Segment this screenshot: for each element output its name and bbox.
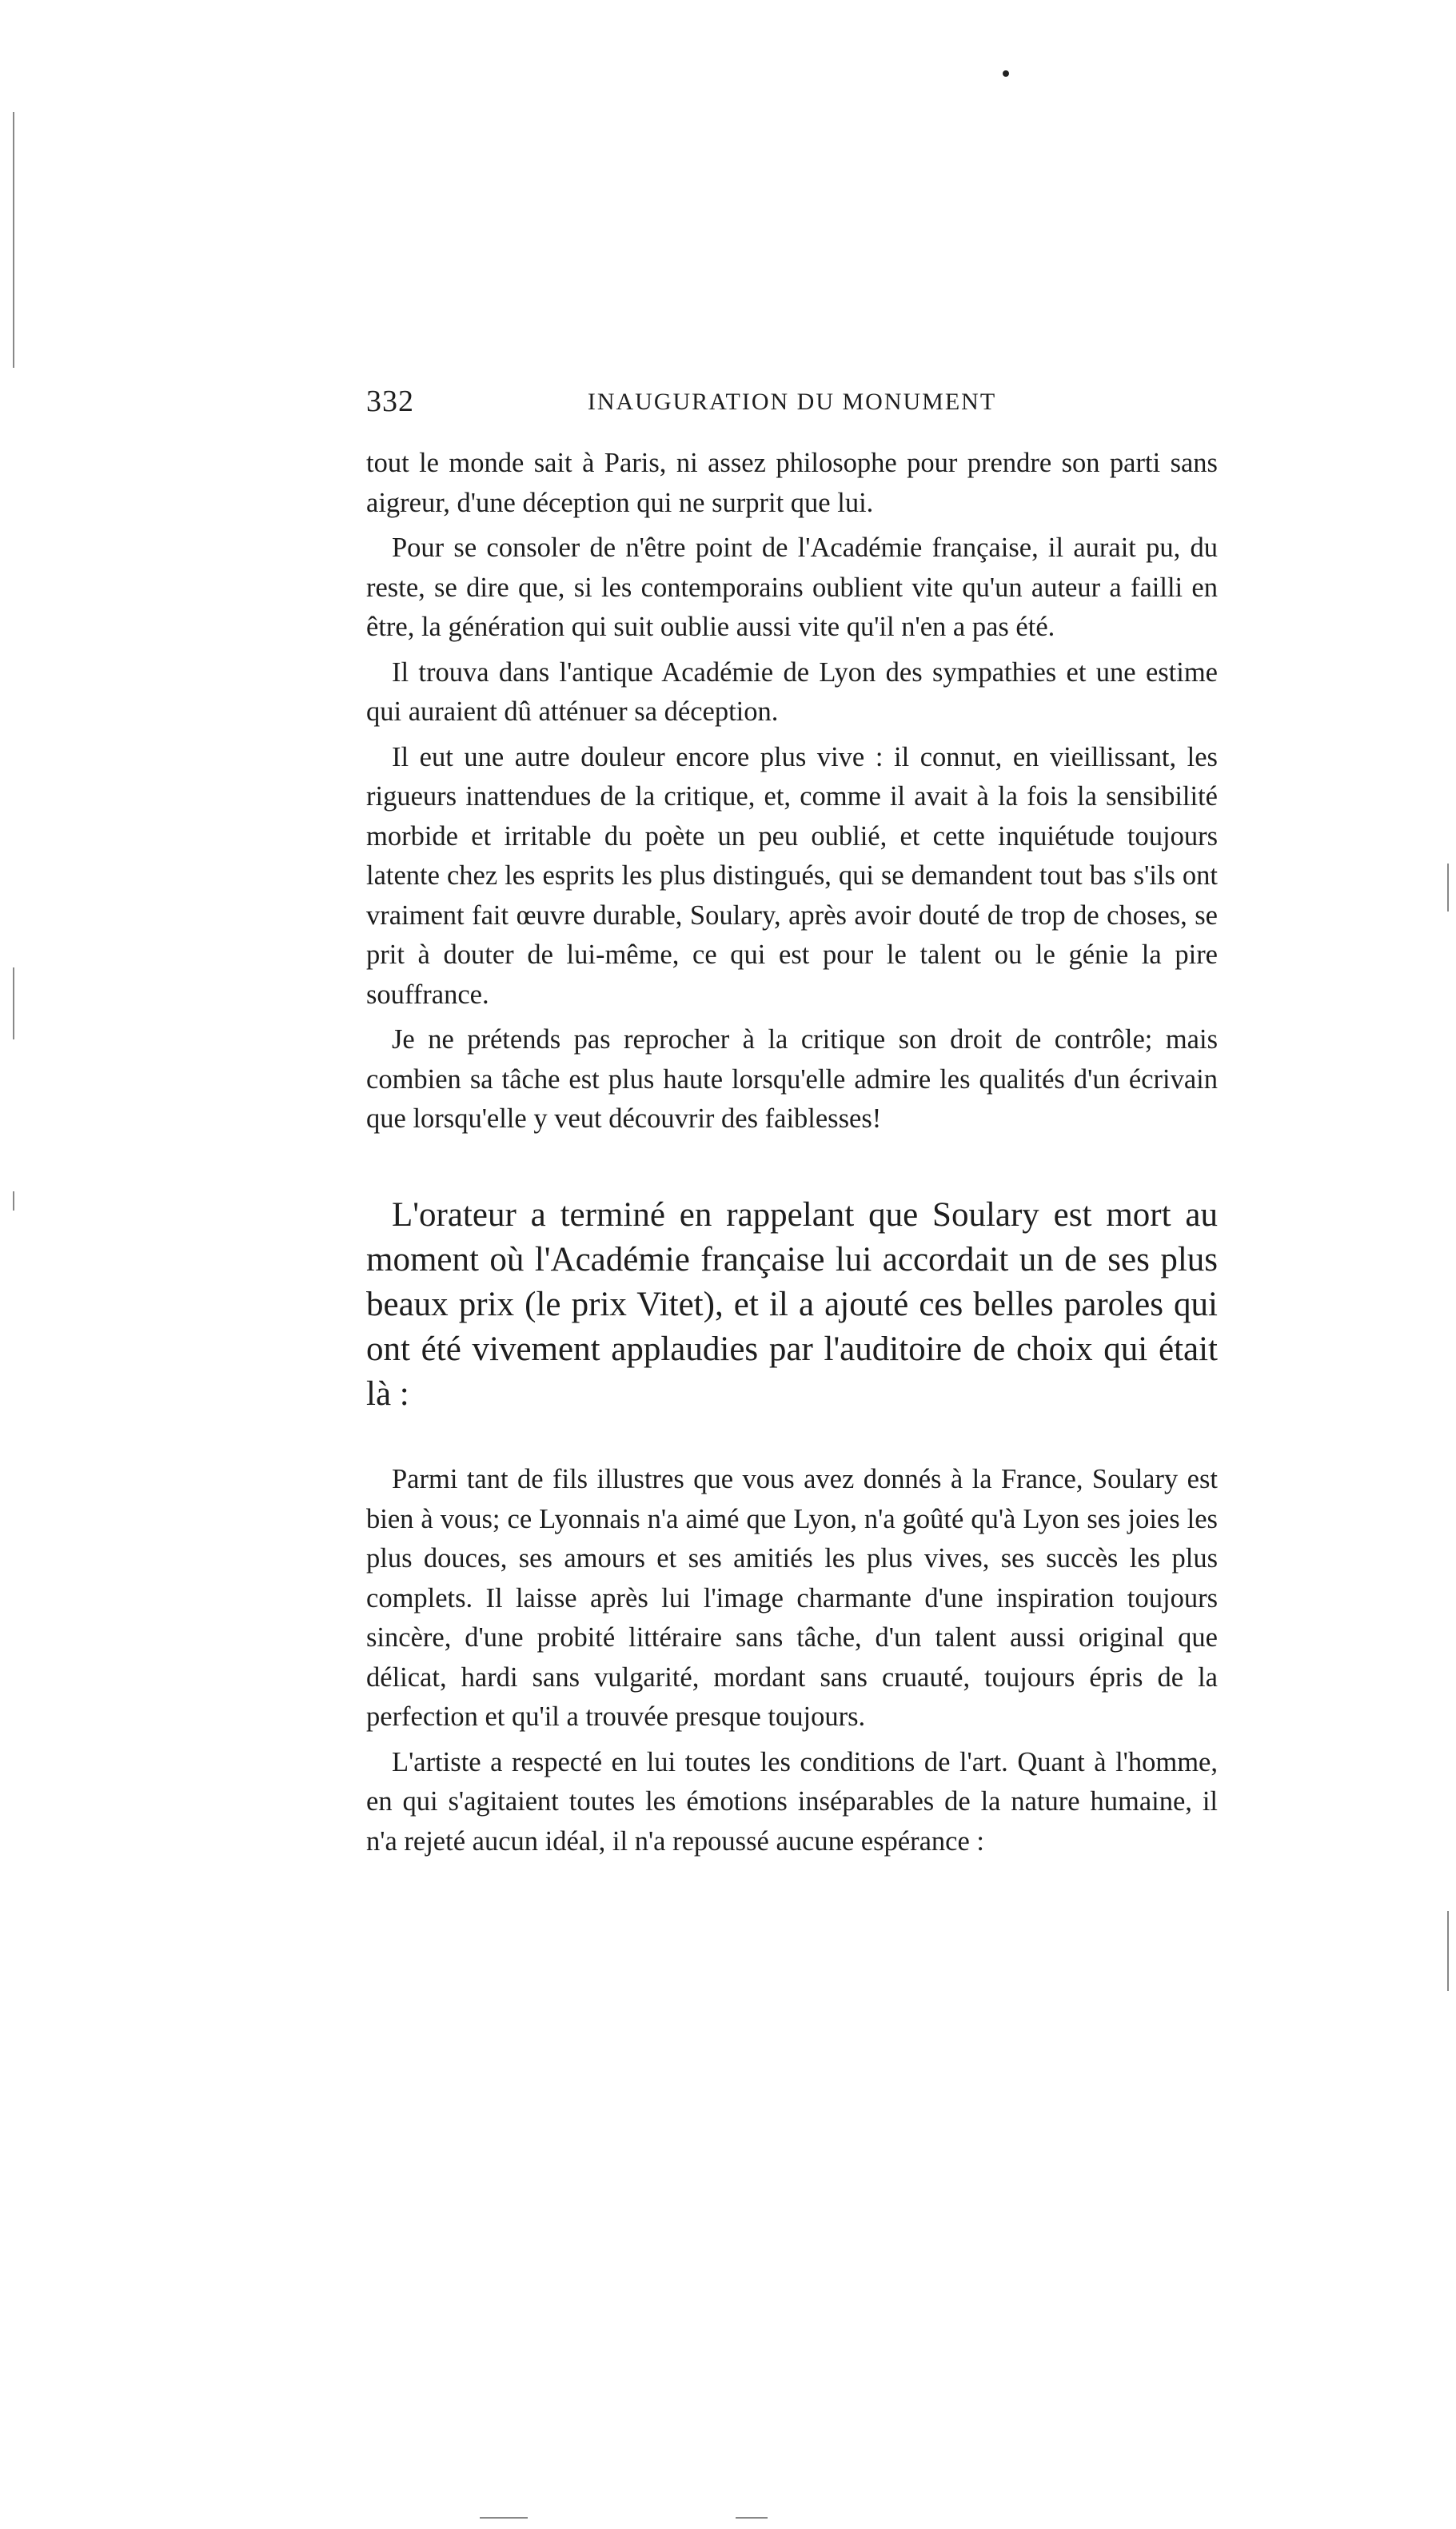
quote-block-1	[366, 444, 1218, 1139]
narration-text: L'orateur a terminé en rappelant que Soulary est mort au moment où l'Académie française lui accordait un de ses plus beaux prix (le prix Vitet), et il a ajouté ces belles paroles qui ont été vivement applaudies par l'auditoire de choix qui était là :	[366, 1196, 1218, 1413]
paragraph: Il eut une autre douleur encore plus vive : il connut, en vieillissant, les rigueurs inattendues de la critique, et, comme il avait à la fois la sensibilité morbide et irritable du poète un peu oublié, et cette inquiétude toujours latente chez les esprits les plus distingués, qui se demandent tout bas s'ils ont vraiment fait œuvre durable, Soulary, après avoir douté de trop de choses, se prit à douter de lui-même, ce qui est pour le talent ou le génie la pire souffrance.	[366, 741, 1218, 1010]
paragraph: Parmi tant de fils illustres que vous avez donnés à la France, Soulary est bien à vous; ce Lyonnais n'a aimé que Lyon, n'a goûté qu'à Lyon ses joies les plus douces, ses amours et ses amitiés les plus vives, ses succès les plus complets. Il laisse après lui l'image charmante d'une inspiration toujours sincère, d'une probité littéraire sans tâche, d'un talent aussi original que délicat, hardi sans vulgarité, mordant sans cruauté, toujours épris de la perfection et qu'il a trouvée presque toujours.	[366, 1464, 1218, 1732]
paragraph: L'artiste a respecté en lui toutes les conditions de l'art. Quant à l'homme, en qui s'agitaient toutes les émotions inséparables de la nature humaine, il n'a rejeté aucun idéal, il n'a repoussé aucune espérance :	[366, 1746, 1218, 1857]
paragraph: Je ne prétends pas reprocher à la critique son droit de contrôle; mais combien sa tâche est plus haute lorsqu'elle admire les qualités d'un écrivain que lorsqu'elle y veut découvrir des faiblesses!	[366, 1024, 1218, 1134]
paragraph: tout le monde sait à Paris, ni assez philosophe pour prendre son parti sans aigreur, d'une déception qui ne surprit que lui.	[366, 448, 1218, 518]
scan-artifact	[13, 112, 14, 368]
narration-paragraph	[366, 1193, 1218, 1417]
scan-artifact	[736, 2517, 768, 2519]
paragraph: Il trouva dans l'antique Académie de Lyon des sympathies et une estime qui auraient dû atténuer sa déception.	[366, 656, 1218, 727]
scan-artifact	[13, 1191, 14, 1211]
running-head: INAUGURATION DU MONUMENT	[587, 389, 997, 415]
scan-artifact	[1447, 1911, 1449, 1991]
scan-artifact	[480, 2517, 528, 2519]
scan-artifact	[13, 967, 14, 1039]
paragraph: Pour se consoler de n'être point de l'Académie française, il aurait pu, du reste, se dire que, si les contemporains oublient vite qu'un auteur a failli en être, la génération qui suit oublie aussi vite qu'il n'en a pas été.	[366, 533, 1218, 642]
page-number: 332	[366, 385, 414, 418]
scan-artifact	[1447, 864, 1449, 911]
ink-speck	[1003, 70, 1009, 77]
page-header	[366, 384, 1218, 432]
quote-block-2	[366, 1460, 1218, 1861]
